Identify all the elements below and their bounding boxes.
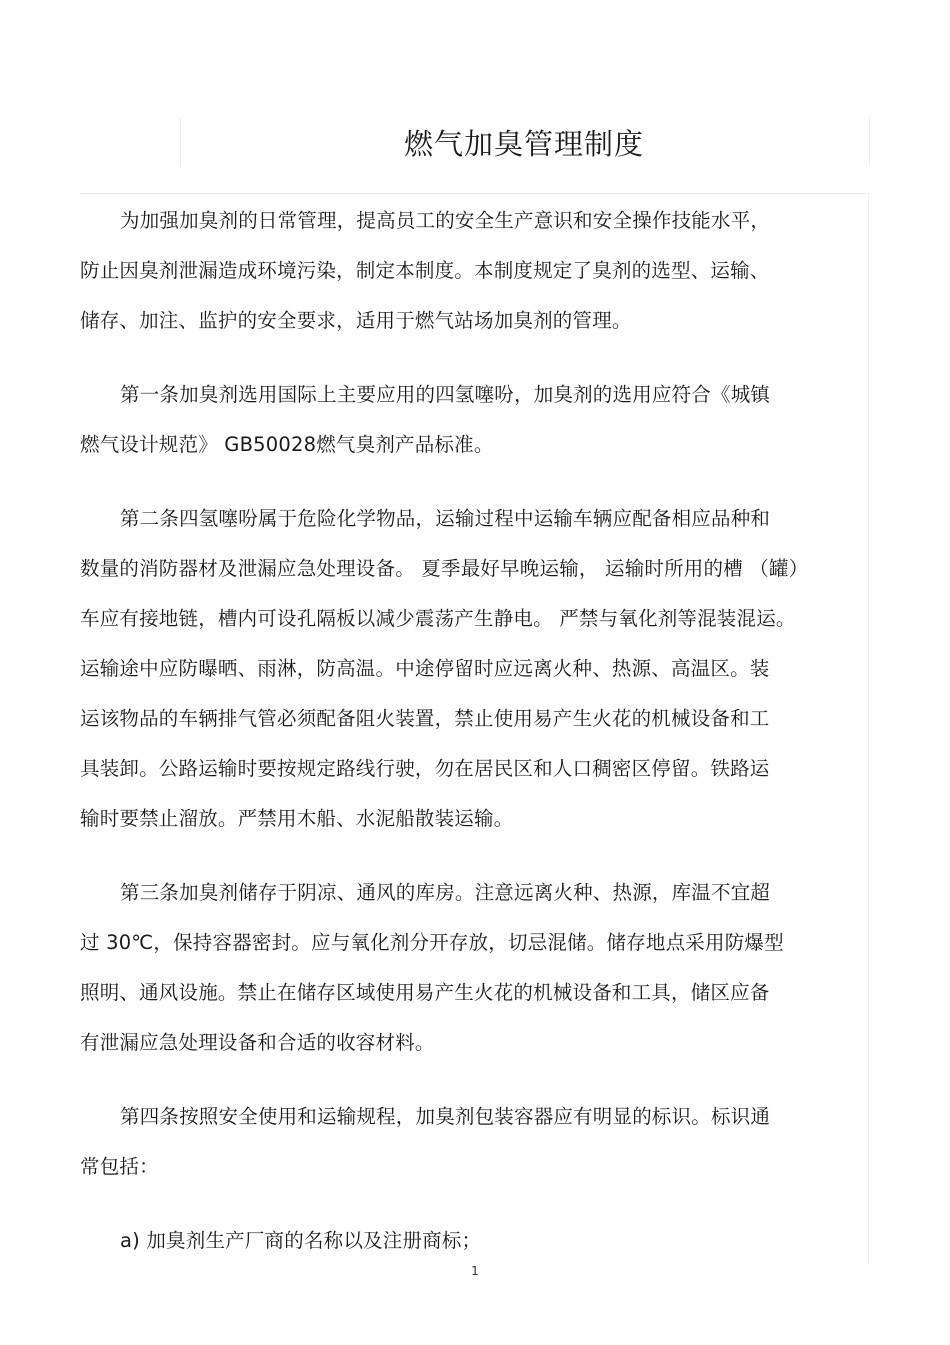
paragraph-line: 过 30℃，保持容器密封。应与氧化剂分开存放，切忌混储。储存地点采用防爆型 [80,931,784,954]
paragraph-line: a) 加臭剂生产厂商的名称以及注册商标； [120,1229,482,1252]
paragraph-line: 数量的消防器材及泄漏应急处理设备。 夏季最好早晚运输， 运输时所用的槽 （罐） [80,557,809,580]
page-number: 1 [471,1264,479,1278]
paragraph-line: 第一条加臭剂选用国际上主要应用的四氢噻吩，加臭剂的选用应符合《城镇 [120,383,771,406]
paragraph-line: 照明、通风设施。禁止在储存区域使用易产生火花的机械设备和工具，储区应备 [80,981,770,1004]
article-4-paragraph [80,1092,870,1192]
paragraph-line: 常包括： [80,1155,159,1178]
article-2-paragraph [80,494,870,844]
paragraph-line: 燃气设计规范》 GB50028燃气臭剂产品标准。 [80,433,494,456]
intro-paragraph [80,196,870,346]
paragraph-line: 储存、加注、监护的安全要求，适用于燃气站场加臭剂的管理。 [80,309,632,332]
paragraph-line: 第二条四氢噻吩属于危险化学物品，运输过程中运输车辆应配备相应品种和 [120,507,771,530]
document-body [80,196,870,1266]
paragraph-line: 车应有接地链，槽内可设孔隔板以减少震荡产生静电。 严禁与氧化剂等混装混运。 [80,607,796,630]
article-1-paragraph [80,370,870,470]
paragraph-line: 防止因臭剂泄漏造成环境污染，制定本制度。本制度规定了臭剂的选型、运输、 [80,259,770,282]
paragraph-line: 有泄漏应急处理设备和合适的收容材料。 [80,1031,435,1054]
paragraph-line: 为加强加臭剂的日常管理，提高员工的安全生产意识和安全操作技能水平， [120,209,771,232]
paragraph-line: 输时要禁止溜放。严禁用木船、水泥船散装运输。 [80,807,514,830]
paragraph-line: 第四条按照安全使用和运输规程，加臭剂包装容器应有明显的标识。标识通 [120,1105,771,1128]
list-item-a [80,1216,870,1266]
title-divider [80,193,868,194]
article-3-paragraph [80,868,870,1068]
document-title: 燃气加臭管理制度 [403,127,644,161]
paragraph-line: 运该物品的车辆排气管必须配备阻火装置，禁止使用易产生火花的机械设备和工 [80,707,770,730]
paragraph-line: 运输途中应防曝晒、雨淋，防高温。中途停留时应远离火种、热源、高温区。装 [80,657,770,680]
paragraph-line: 第三条加臭剂储存于阴凉、通风的库房。注意远离火种、热源，库温不宜超 [120,881,771,904]
paragraph-line: 具装卸。公路运输时要按规定路线行驶，勿在居民区和人口稠密区停留。铁路运 [80,757,770,780]
